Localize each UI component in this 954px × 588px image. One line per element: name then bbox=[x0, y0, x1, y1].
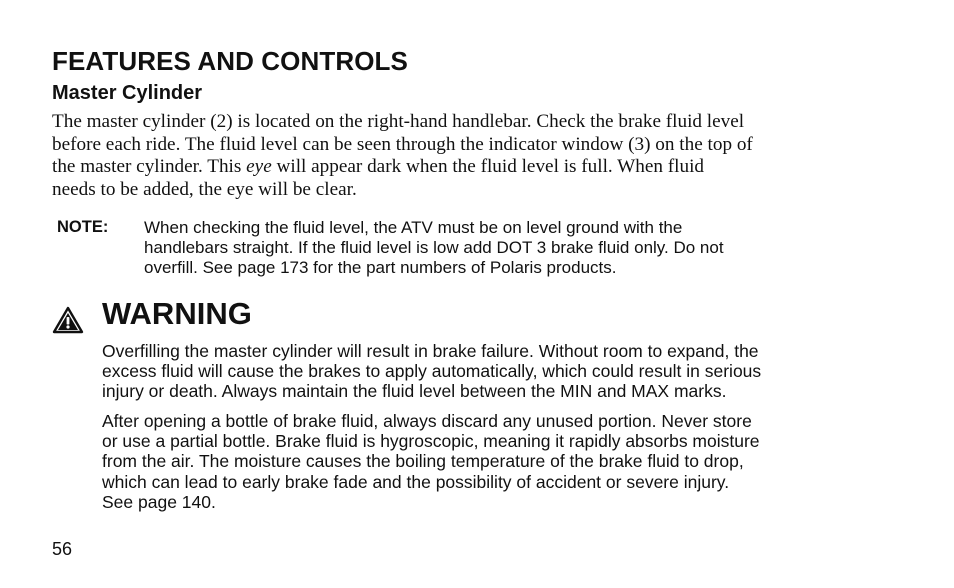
body-paragraph bbox=[52, 111, 902, 201]
page-number: 56 bbox=[52, 539, 73, 559]
warning-line: See page 140. bbox=[102, 491, 216, 512]
section-title: FEATURES AND CONTROLS bbox=[52, 46, 408, 76]
warning-title: WARNING bbox=[102, 296, 252, 331]
body-line-end: will appear dark when the fluid level is full. When fluid bbox=[271, 156, 705, 177]
warning-line: from the air. The moisture causes the boiling temperature of the brake fluid to drop, bbox=[102, 451, 744, 472]
body-line: needs to be added, the eye will be clear. bbox=[52, 178, 357, 200]
warning-line: which can lead to early brake fade and the possibility of accident or severe injury. bbox=[102, 471, 730, 492]
warning-line: excess fluid will cause the brakes to apply automatically, which could result in serious bbox=[102, 361, 762, 382]
note-line: When checking the fluid level, the ATV must be on level ground with the bbox=[144, 218, 683, 237]
body-line: The master cylinder (2) is located on the right-hand handlebar. Check the brake fluid level bbox=[52, 111, 745, 132]
body-line-start: the master cylinder. This bbox=[52, 156, 247, 177]
subsection-title: Master Cylinder bbox=[52, 82, 203, 104]
warning-paragraph-1 bbox=[102, 341, 902, 402]
eye-italic-term: eye bbox=[246, 156, 272, 177]
warning-line: injury or death. Always maintain the fluid level between the MIN and MAX marks. bbox=[102, 381, 727, 402]
body-line bbox=[52, 156, 902, 179]
note-text bbox=[144, 218, 904, 279]
warning-line: or use a partial bottle. Brake fluid is hygroscopic, meaning it rapidly absorbs moisture bbox=[102, 431, 760, 452]
warning-paragraph-2 bbox=[102, 411, 902, 512]
note-label: NOTE: bbox=[57, 218, 109, 236]
warning-line: After opening a bottle of brake fluid, always discard any unused portion. Never store bbox=[102, 411, 752, 431]
warning-triangle-icon bbox=[52, 306, 84, 334]
body-line: before each ride. The fluid level can be seen through the indicator window (3) on the top of bbox=[52, 133, 753, 155]
warning-line: Overfilling the master cylinder will result in brake failure. Without room to expand, the bbox=[102, 341, 759, 361]
note-line: overfill. See page 173 for the part numbers of Polaris products. bbox=[144, 258, 617, 278]
note-line: handlebars straight. If the fluid level is low add DOT 3 brake fluid only. Do not bbox=[144, 238, 724, 258]
